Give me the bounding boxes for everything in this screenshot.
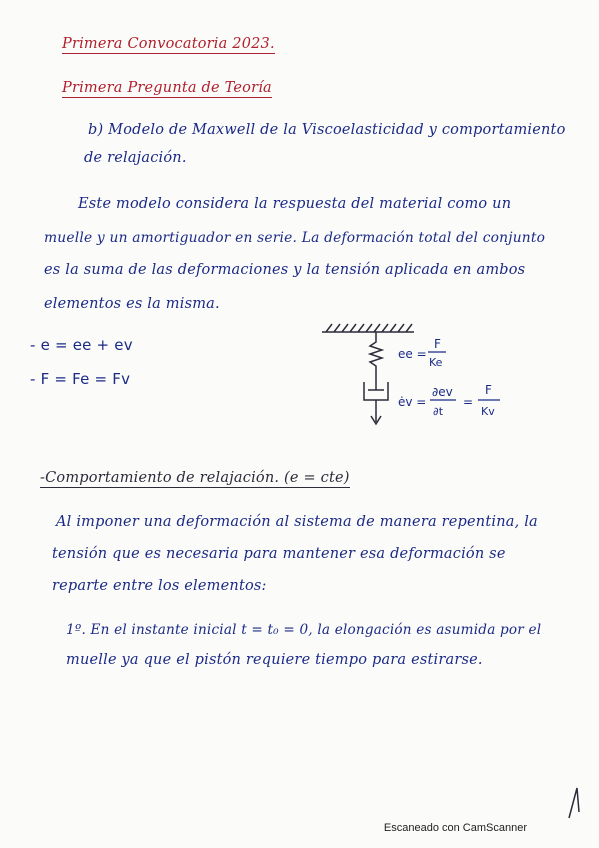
section2-line-2: tensión que es necesaria para mantener esa deformación se [52, 546, 506, 562]
damper-equals: = [463, 395, 474, 409]
relaxation-heading: -Comportamiento de relajación. (e = cte) [40, 470, 350, 486]
spring-frac-den: Ke [429, 356, 443, 369]
exam-call-title: Primera Convocatoria 2023. [62, 36, 275, 52]
question-heading: Primera Pregunta de Teoría [62, 80, 272, 96]
force-equality-equation: - F = Fe = Fv [30, 370, 131, 388]
section2-line-1: Al imponer una deformación al sistema de manera repentina, la [56, 514, 538, 530]
section2-line-3: reparte entre los elementos: [52, 578, 267, 594]
damper-rate-label: ėv = [398, 395, 427, 409]
pen-stroke-mark [565, 782, 585, 822]
wall-support [322, 324, 414, 332]
spring-strain-label: ee = [398, 347, 427, 361]
damper-frac1-num: ∂ev [432, 385, 453, 399]
spring-element [370, 332, 382, 372]
paragraph1-line-3: es la suma de las deformaciones y la tensión aplicada en ambos [44, 262, 526, 278]
item1-line-1: 1º. En el instante inicial t = t₀ = 0, la elongación es asumida por el [66, 622, 542, 638]
strain-sum-equation: - e = ee + ev [30, 336, 133, 354]
paragraph1-line-2: muelle y un amortiguador en serie. La deformación total del conjunto [44, 230, 546, 246]
damper-frac2-den: Kv [481, 405, 495, 418]
paragraph1-line-1: Este modelo considera la respuesta del material como un [78, 196, 512, 212]
paragraph1-line-4: elementos es la misma. [44, 296, 220, 312]
spring-frac-num: F [434, 337, 441, 351]
damper-element [364, 372, 388, 424]
damper-frac2-num: F [485, 383, 492, 397]
scanner-watermark: Escaneado con CamScanner [383, 822, 527, 834]
damper-frac1-den: ∂t [433, 405, 444, 418]
question-line-2: de relajación. [84, 150, 187, 166]
maxwell-model-diagram [318, 320, 518, 430]
item1-line-2: muelle ya que el pistón requiere tiempo para estirarse. [66, 652, 483, 668]
question-line-1: b) Modelo de Maxwell de la Viscoelasticidad y comportamiento [88, 122, 566, 138]
